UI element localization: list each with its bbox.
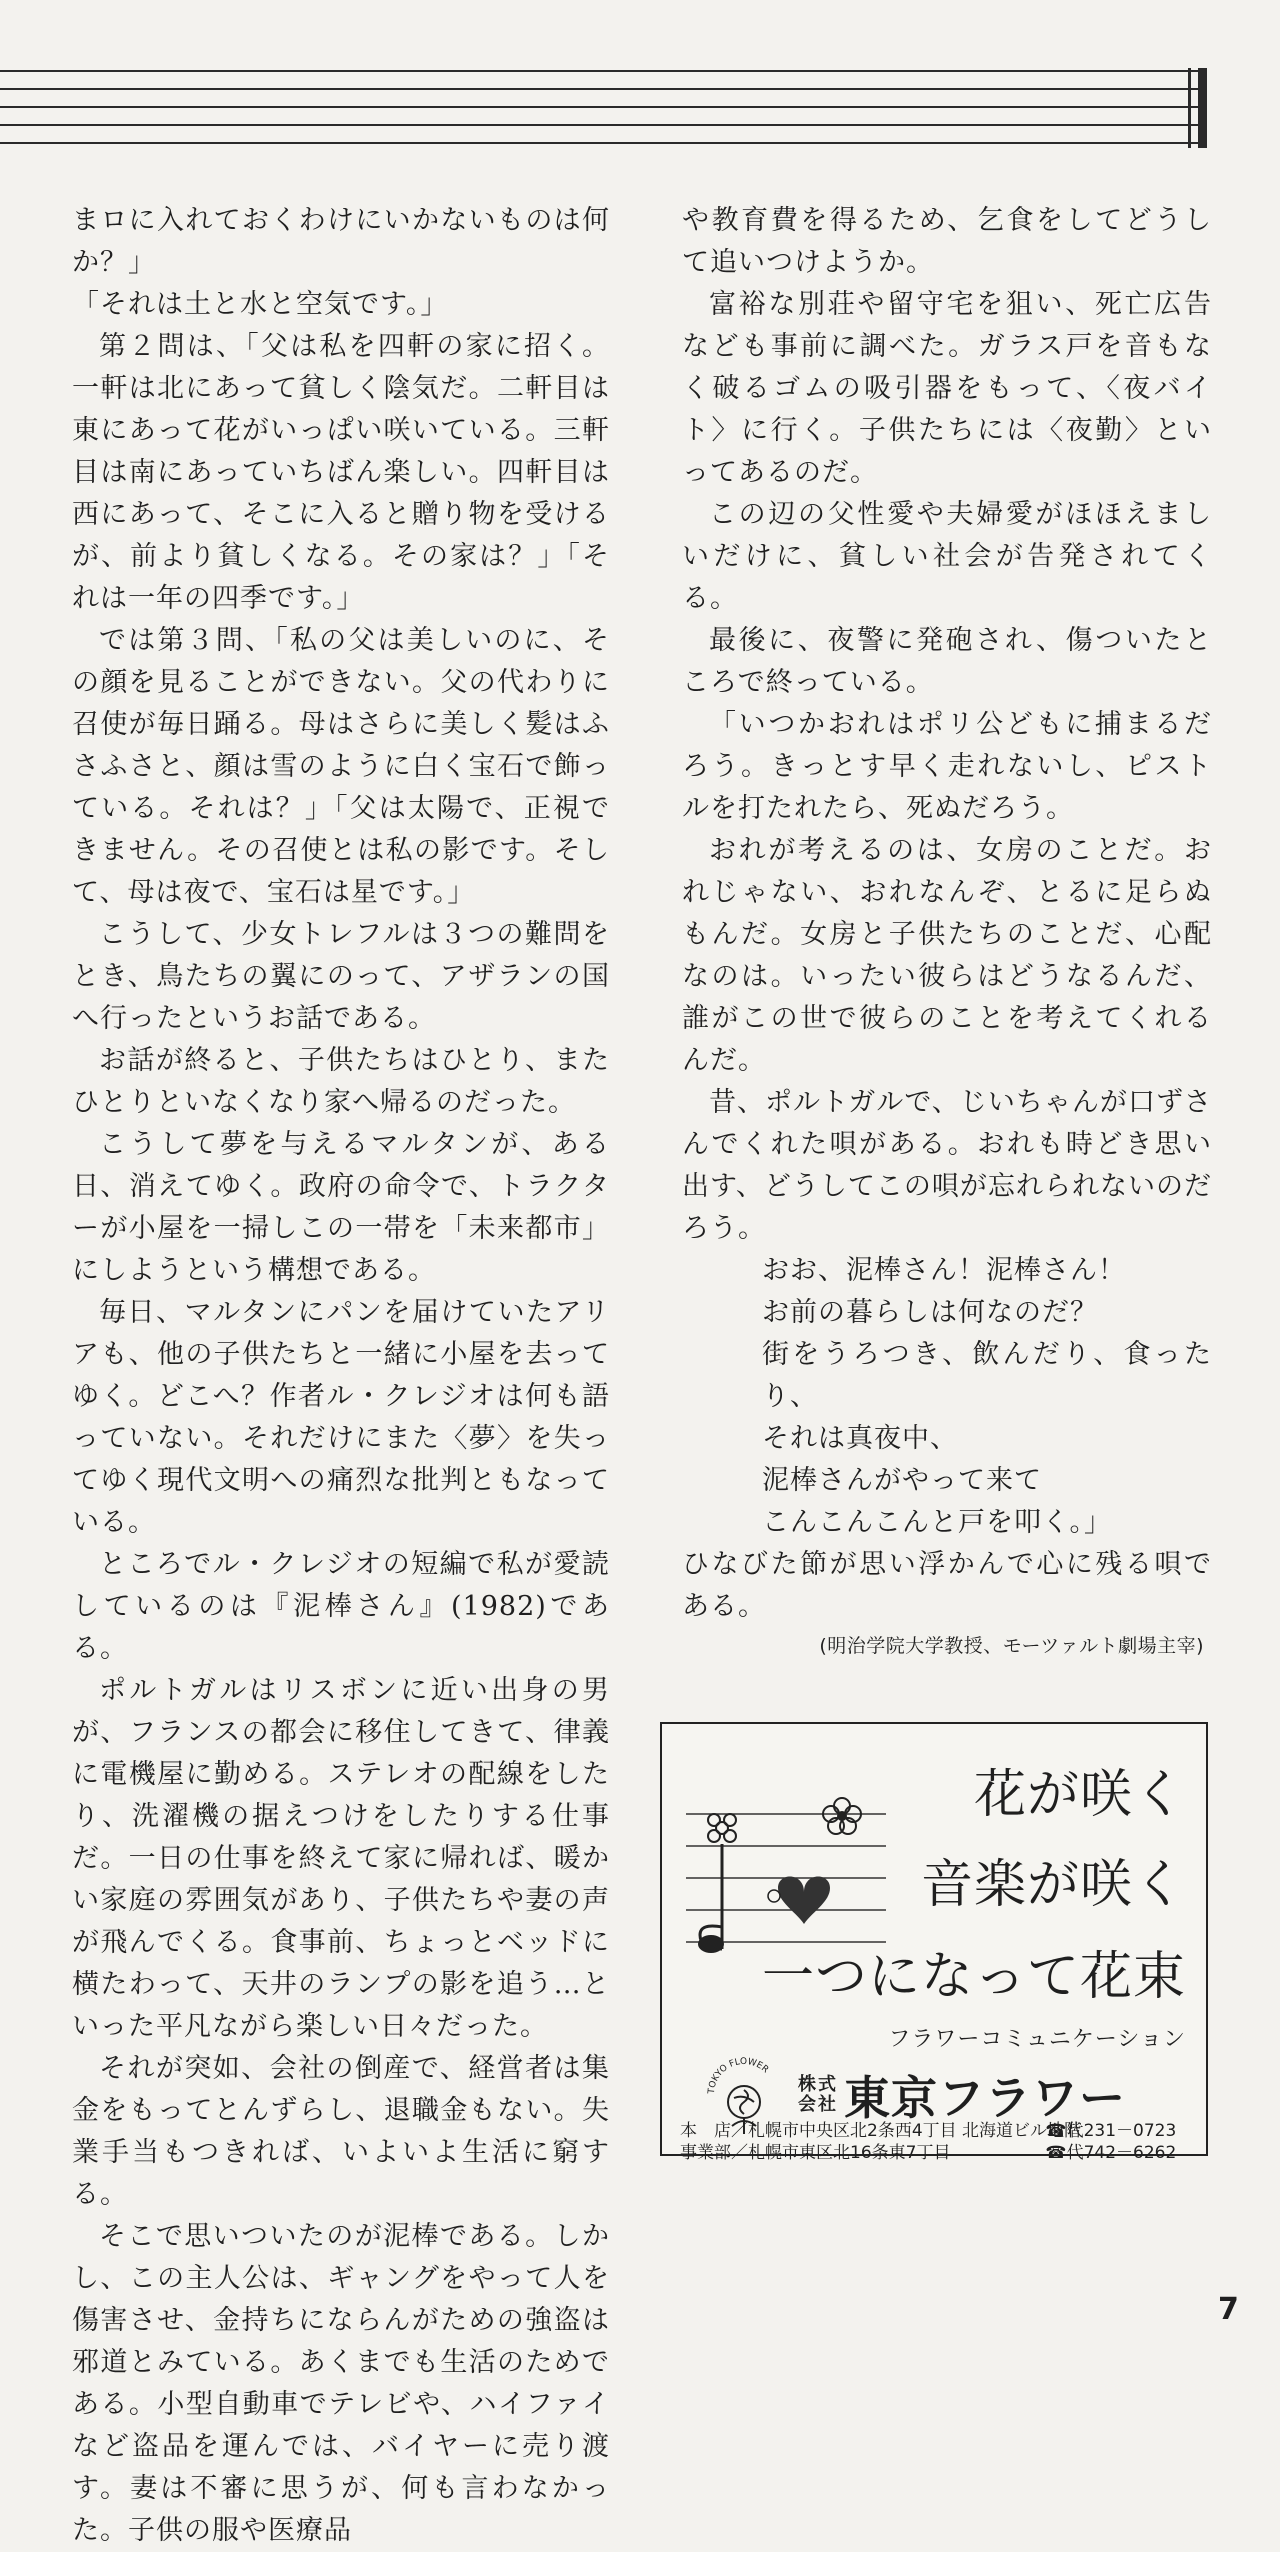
slogan-line: 花が咲く [973,1765,1186,1825]
paragraph: 富裕な別荘や留守宅を狙い、死亡広告なども事前に調べた。ガラス戸を音もなく破るゴムの吸引器をもって、〈夜バイト〉に行く。子供たちには〈夜勤〉といってあるのだ。 [682,289,1212,488]
ad-subtitle: フラワーコミュニケーション [888,2027,1186,2052]
paragraph: 「いつかおれはポリ公どもに捕まるだろう。きっとす早く走れないし、ピストルを打たれたら、死ぬだろう。 [682,709,1212,824]
paragraph: お話が終ると、子供たちはひとり、またひとりといなくなり家へ帰るのだった。 [72,1045,610,1118]
paragraph: 第２問は、「父は私を四軒の家に招く。一軒は北にあって貧しく陰気だ。二軒目は東にあって花がいっぱい咲いている。三軒目は南にあっていちばん楽しい。四軒目は西にあって、そこに入ると贈り物を受けるが、前より貧しくなる。その家は？」「それは一年の四季です。」 [72,331,610,614]
head-office-phone: ☎代231－0723 [1045,2121,1177,2141]
paragraph: こうして夢を与えるマルタンが、ある日、消えてゆく。政府の命令で、トラクターが小屋を一掃しこの一帯を「未来都市」にしようという構想である。 [72,1129,610,1286]
paragraph: ポルトガルはリスボンに近い出身の男が、フランスの都会に移住してきて、律義に電機屋に勤める。ステレオの配線をしたり、洗濯機の据えつけをしたりする仕事だ。一日の仕事を終えて家に帰れば、暖かい家庭の雰囲気があり、子供たちや妻の声が飛んでくる。食事前、ちょっとベッドに横たわって、天井のランプの影を追う…といった平凡ながら楽しい日々だった。 [72,1675,610,2042]
company-title: 東京フラワー [844,2071,1126,2125]
closing-line: ひなびた節が思い浮かんで心に残る唄である。 [682,1549,1212,1622]
company-prefix: 株式会社 [798,2074,838,2115]
head-office-location: 本 店／札幌市中央区北2条西4丁目 北海道ビル地階 [680,2121,1082,2141]
author-credit: (明治学院大学教授、モーツァルト劇場主宰) [819,1635,1204,1657]
verse-line: お前の暮らしは何なのだ？ [762,1297,1098,1328]
paragraph: 昔、ポルトガルで、じいちゃんが口ずさんでくれた唄がある。おれも時どき思い出す、どうしてこの唄が忘れられないのだろう。 [682,1087,1212,1244]
right-text-column [682,200,1212,1664]
staff-lines-header [0,68,1210,152]
svg-text:TOKYO FLOWER: TOKYO FLOWER [706,2056,771,2095]
paragraph: こうして、少女トレフルは３つの難問をとき、鳥たちの翼にのって、アザランの国へ行ったというお話である。 [72,919,610,1034]
left-text-column [72,200,610,2552]
paragraph: まロに入れておくわけにいかないものは何か？」 「それは土と水と空気です。」 [72,205,610,320]
branch-phone: ☎代742－6262 [1045,2143,1177,2163]
verse-line: 街をうろつき、飲んだり、食ったり、 [762,1339,1212,1412]
paragraph: や教育費を得るため、乞食をしてどうして追いつけようか。 [682,205,1212,278]
slogan-line: 音楽が咲く [920,1855,1186,1915]
paragraph: それが突如、会社の倒産で、経営者は集金をもってとんずらし、退職金もない。失業手当もつきれば、いよいよ生活に窮する。 [72,2053,610,2210]
page-number: 7 [1218,2292,1239,2327]
verse-line: こんこんこんと戸を叩く。」 [762,1507,1112,1538]
paragraph: 毎日、マルタンにパンを届けていたアリアも、他の子供たちと一緒に小屋を去ってゆく。どこへ？作者ル・クレジオは何も語っていない。それだけにまた〈夢〉を失ってゆく現代文明への痛烈な批判ともなっている。 [72,1297,610,1538]
flower-shop-advertisement [660,1722,1208,2163]
paragraph: そこで思いついたのが泥棒である。しかし、この主人公は、ギャングをやって人を傷害させ、金持ちにならんがための強盗は邪道とみている。あくまでも生活のためである。小型自動車でテレビや、ハイファイなど盗品を運んでは、バイヤーに売り渡す。妻は不審に思うが、何も言わなかった。子供の服や医療品 [72,2221,610,2546]
slogan-line: 一つになって花束 [761,1947,1186,2007]
branch-address [680,2138,1176,2163]
branch-location: 事業部／札幌市東区北16条東7丁目 [680,2143,951,2163]
verse-line: それは真夜中、 [762,1423,958,1454]
paragraph: ところでル・クレジオの短編で私が愛読しているのは『泥棒さん』(1982)である。 [72,1549,610,1664]
paragraph: この辺の父性愛や夫婦愛がほほえましいだけに、貧しい社会が告発されてくる。 [682,499,1212,614]
verse-line: おお、泥棒さん！泥棒さん！ [762,1255,1126,1286]
verse-line: 泥棒さんがやって来て [762,1465,1042,1496]
paragraph: では第３問、「私の父は美しいのに、その顔を見ることができない。父の代わりに召使が毎日踊る。母はさらに美しく髪はふさふさと、顔は雪のように白く宝石で飾っている。それは？」「父は太陽で、正視できません。その召使とは私の影です。そして、母は夜で、宝石は星です。」 [72,625,610,908]
paragraph: 最後に、夜警に発砲され、傷ついたところで終っている。 [682,625,1212,698]
song-verse [682,1250,1212,1544]
paragraph: おれが考えるのは、女房のことだ。おれじゃない、おれなんぞ、とるに足らぬもんだ。女房と子供たちのことだ、心配なのは。いったい彼らはどうなるんだ、誰がこの世で彼らのことを考えてくれるんだ。 [682,835,1212,1076]
